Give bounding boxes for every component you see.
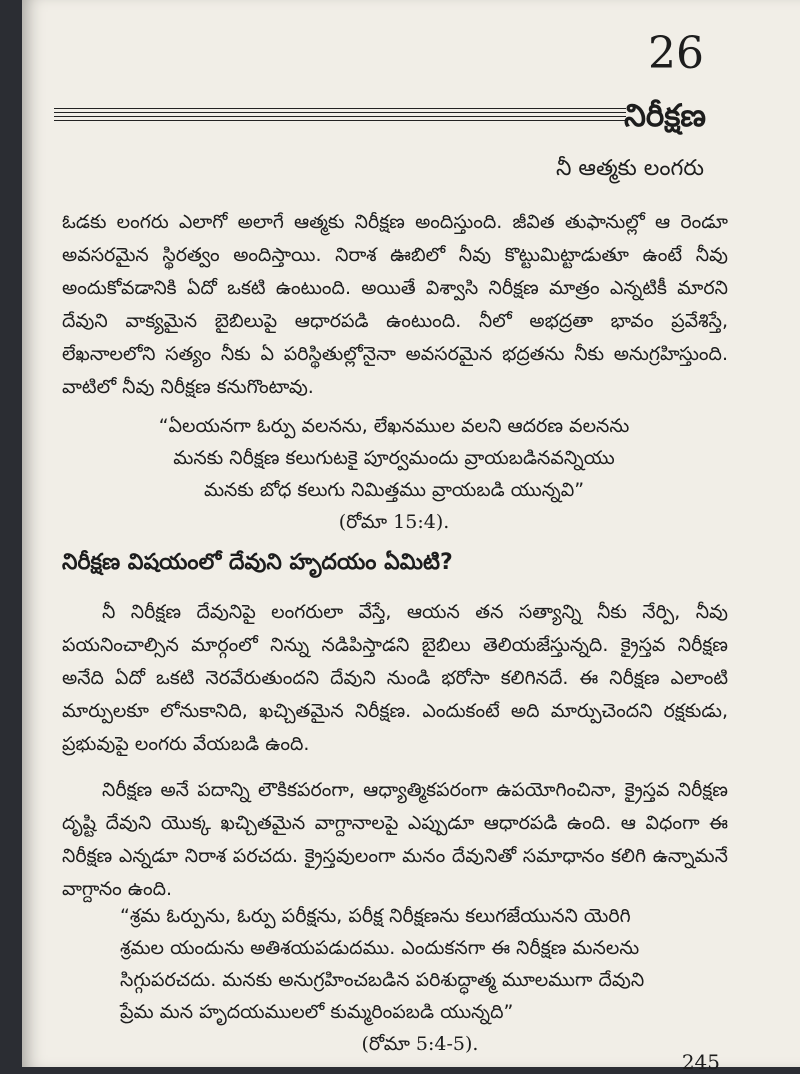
chapter-title: నిరీక్షణ bbox=[624, 98, 706, 134]
section-heading: నిరీక్షణ విషయంలో దేవుని హృదయం ఏమిటి? bbox=[62, 550, 453, 575]
quote-line: ప్రేమ మన హృదయములలో కుమ్మరింపబడి యున్నది” bbox=[120, 1001, 514, 1023]
book-page bbox=[22, 0, 800, 1074]
scripture-quote-2 bbox=[84, 900, 720, 1060]
paragraph-3: నిరీక్షణ అనే పదాన్ని లౌకికపరంగా, ఆధ్యాత్మికపరంగా ఉపయోగించినా, క్రైస్తవ నిరీక్షణ దృష్టి దేవుని యొక్క ఖచ్చితమైన వాగ్దానాలపై ఎప్పుడూ ఆధారపడి ఉంది. ఆ విధంగా ఈ నిరీక్షణ ఎన్నడూ నిరాశ పరచదు. క్రైస్తవులంగా మనం దేవునితో సమాధానం కలిగి ఉన్నామనే వాగ్దానం ఉంది. bbox=[62, 779, 728, 900]
paragraph-2: నీ నిరీక్షణ దేవునిపై లంగరులా వేస్తే, ఆయన తన సత్యాన్ని నీకు నేర్పి, నీవు పయనించాల్సిన మార్గంలో నిన్ను నడిపిస్తాడని బైబిలు తెలియజేస్తున్నది. క్రైస్తవ నిరీక్షణ అనేది ఏదో ఒకటి నెరవేరుతుందని దేవుని నుండి భరోసా కలిగినదే. ఈ నిరీక్షణ ఎలాంటి మార్పులకూ లోనుకానిది, ఖచ్చితమైన నిరీక్షణ. ఎందుకంటే అది మార్పుచెందని రక్షకుడు, ప్రభువుపై లంగరు వేయబడి ఉంది. bbox=[62, 601, 728, 755]
quote-line: మనకు నిరీక్షణ కలుగుటకై పూర్వమందు వ్రాయబడినవన్నియు bbox=[173, 447, 615, 469]
page-number: 245 bbox=[681, 1050, 720, 1074]
quote-line: “శ్రమ ఓర్పును, ఓర్పు పరీక్షను, పరీక్ష నిరీక్షణను కలుగజేయునని యెరిగి bbox=[120, 905, 631, 927]
quote-line: మనకు బోధ కలుగు నిమిత్తము వ్రాయబడి యున్నవి” bbox=[203, 479, 585, 501]
quote-line: “ఏలయనగా ఓర్పు వలనను, లేఖనముల వలని ఆదరణ వలనను bbox=[158, 415, 630, 437]
chapter-subtitle: నీ ఆత్మకు లంగరు bbox=[555, 156, 704, 181]
title-rule bbox=[54, 108, 626, 126]
quote-reference: (రోమా 5:4-5). bbox=[361, 1033, 479, 1055]
quote-line: శ్రమల యందును అతిశయపడుదము. ఎందుకనగా ఈ నిరీక్షణ మనలను bbox=[120, 937, 640, 959]
quote-line: సిగ్గుపరచదు. మనకు అనుగ్రహించబడిన పరిశుద్ధాత్మ మూలముగా దేవుని bbox=[120, 969, 645, 991]
chapter-number: 26 bbox=[648, 28, 704, 79]
scripture-quote-1 bbox=[84, 410, 704, 538]
paragraph-intro: ఓడకు లంగరు ఎలాగో అలాగే ఆత్మకు నిరీక్షణ అందిస్తుంది. జీవిత తుఫానుల్లో ఆ రెండూ అవసరమైన స్థిరత్వం అందిస్తాయి. నిరాశ ఊబిలో నీవు కొట్టుమిట్టాడుతూ ఉంటే నీవు అందుకోవడానికి ఏదో ఒకటి ఉంటుంది. అయితే విశ్వాసి నిరీక్షణ మాత్రం ఎన్నటికీ మారని దేవుని వాక్యమైన బైబిలుపై ఆధారపడి ఉంటుంది. నీలో అభద్రతా భావం ప్రవేశిస్తే, లేఖనాలలోని సత్యం నీకు ఏ పరిస్థితుల్లోనైనా అవసరమైన భద్రతను నీకు అనుగ్రహిస్తుంది. వాటిలో నీవు నిరీక్షణ కనుగొంటావు. bbox=[62, 211, 728, 398]
quote-reference: (రోమా 15:4). bbox=[338, 511, 450, 533]
